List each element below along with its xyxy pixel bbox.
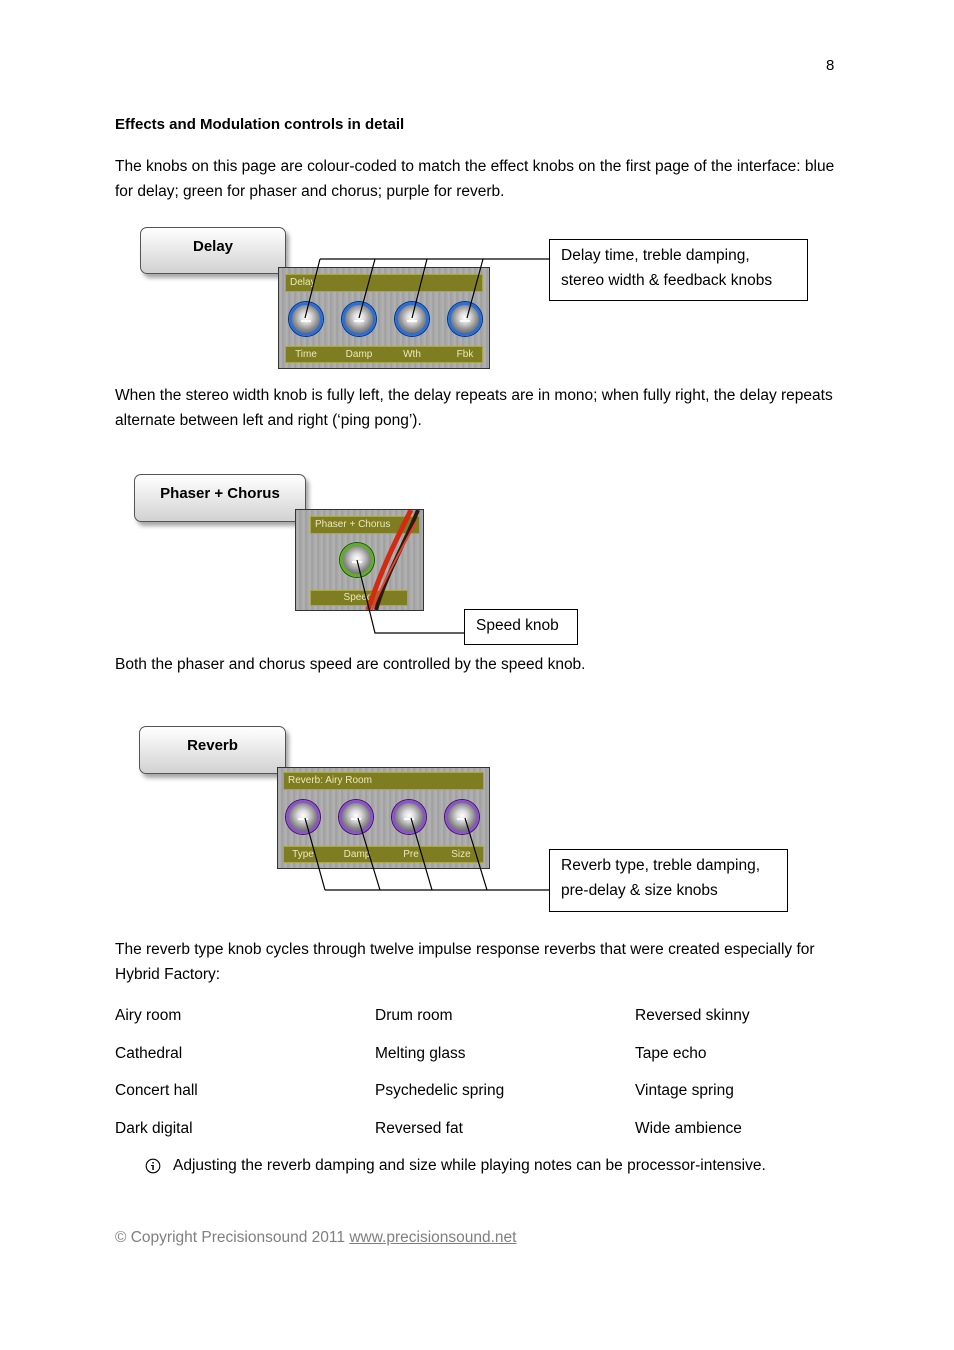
reverb-name: Psychedelic spring [375, 1082, 505, 1099]
section-heading: Effects and Modulation controls in detail [115, 116, 405, 133]
footer [115, 1229, 516, 1247]
reverb-name: Airy room [115, 1007, 182, 1024]
reverb-name: Vintage spring [635, 1082, 734, 1099]
delay-description: When the stereo width knob is fully left, the delay repeats are in mono; when fully right, the delay repeats alternate between left and right (‘ping pong’). [115, 387, 833, 429]
phaser-chorus-tag: Phaser + Chorus [134, 474, 306, 522]
reverb-panel-title: Reverb: Airy Room [283, 772, 484, 790]
reverb-name: Reversed skinny [635, 1007, 750, 1024]
reverb-description: The reverb type knob cycles through twelve impulse response reverbs that were created especially for Hybrid Factory: [115, 941, 815, 983]
reverb-knob-label: Damp [343, 849, 371, 860]
reverb-name: Drum room [375, 1007, 453, 1024]
reverb-name: Cathedral [115, 1045, 183, 1062]
copyright-text: © Copyright Precisionsound 2011 [115, 1229, 345, 1246]
phaser-description: Both the phaser and chorus speed are controlled by the speed knob. [115, 656, 586, 673]
reverb-name: Wide ambience [635, 1120, 742, 1137]
intro-paragraph: The knobs on this page are colour-coded to match the effect knobs on the first page of the interface: blue for delay; green for phaser and chorus; purple for reverb. [115, 158, 835, 200]
reverb-list-column-2 [375, 1003, 504, 1141]
phaser-knob-label: Speed [343, 592, 373, 603]
delay-panel-title: Delay [285, 274, 483, 292]
reverb-knob-label: Type [292, 849, 314, 860]
reverb-callout: Reverb type, treble damping, pre-delay & size knobs [549, 849, 788, 912]
reverb-name: Melting glass [375, 1045, 466, 1062]
delay-callout: Delay time, treble damping, stereo width & feedback knobs [549, 239, 808, 301]
phaser-panel-title: Phaser + Chorus [310, 516, 420, 534]
page-number: 8 [826, 57, 835, 74]
delay-knob-label: Damp [345, 349, 373, 360]
delay-knob-label: Wth [403, 349, 421, 360]
reverb-name: Reversed fat [375, 1120, 463, 1137]
info-icon [145, 1158, 161, 1174]
reverb-name: Concert hall [115, 1082, 198, 1099]
speed-callout: Speed knob [464, 609, 578, 645]
delay-knob-label: Time [295, 349, 317, 360]
reverb-tag: Reverb [139, 726, 286, 774]
performance-note: Adjusting the reverb damping and size while playing notes can be processor-intensive. [173, 1157, 766, 1174]
reverb-knob-label: Size [451, 849, 471, 860]
reverb-list-column-1 [115, 1003, 198, 1141]
delay-knob-label: Fbk [456, 349, 474, 360]
reverb-list-column-3 [635, 1003, 750, 1141]
reverb-name: Tape echo [635, 1045, 707, 1062]
delay-tag: Delay [140, 227, 286, 274]
reverb-knob-label: Pre [403, 849, 419, 860]
reverb-name: Dark digital [115, 1120, 193, 1137]
website-link[interactable]: www.precisionsound.net [349, 1229, 517, 1246]
